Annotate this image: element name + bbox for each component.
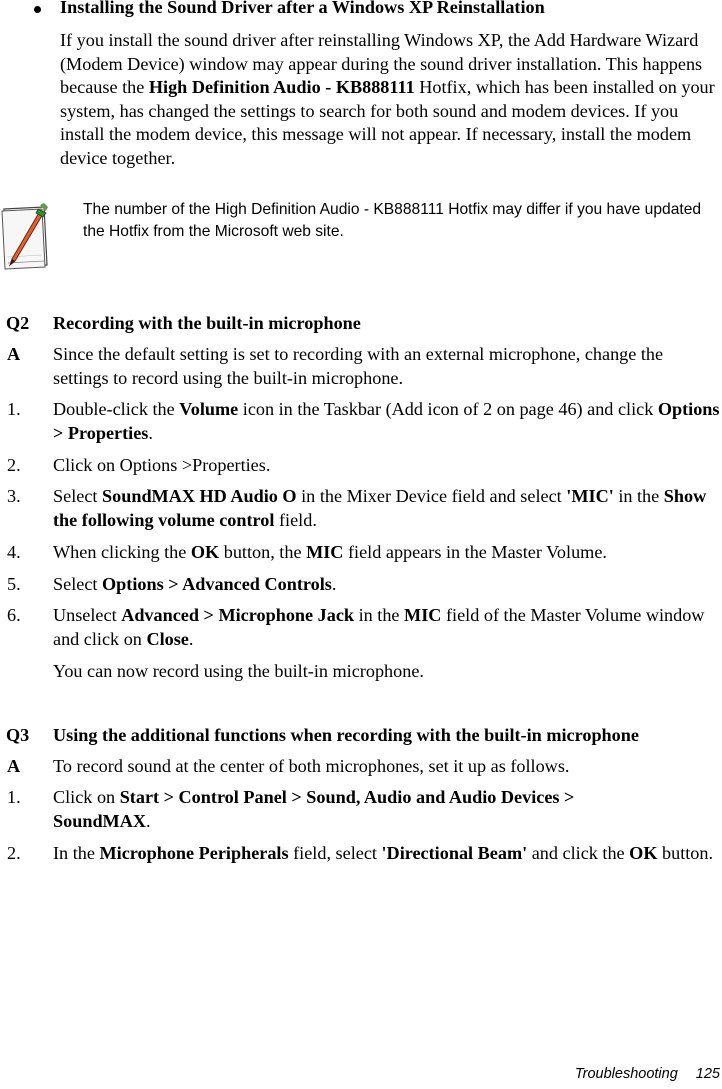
bullet-icon bbox=[34, 6, 41, 13]
step-text: Unselect Advanced > Microphone Jack in the MIC field of the Master Volume window and click on Close. bbox=[53, 605, 705, 649]
answer-text: Since the default setting is set to recording with an external microphone, change the settings to record using the built-in microphone. bbox=[53, 344, 664, 388]
step-text: Double-click the Volume icon in the Taskbar (Add icon of 2 on page 46) and click Options > Properties. bbox=[53, 399, 720, 443]
step-number: 3. bbox=[7, 486, 21, 506]
answer-text: To record sound at the center of both microphones, set it up as follows. bbox=[53, 756, 570, 776]
step-text: Select Options > Advanced Controls. bbox=[53, 574, 337, 594]
step-text: When clicking the OK button, the MIC field appears in the Master Volume. bbox=[53, 542, 607, 562]
question-title: Using the additional functions when recording with the built-in microphone bbox=[53, 725, 639, 745]
note-text: The number of the High Definition Audio - KB888111 Hotfix may differ if you have updated the Hotfix from the Microsoft web site. bbox=[83, 201, 702, 240]
step-number: 1. bbox=[7, 787, 21, 807]
step-text: Click on Options >Properties. bbox=[53, 455, 271, 475]
conclusion-text: You can now record using the built-in microphone. bbox=[53, 661, 424, 681]
page-footer bbox=[575, 1066, 720, 1082]
step-number: 2. bbox=[7, 455, 21, 475]
question-label: Q3 bbox=[6, 725, 30, 745]
answer-label: A bbox=[7, 756, 21, 776]
step-text: Click on Start > Control Panel > Sound, Audio and Audio Devices > SoundMAX. bbox=[53, 787, 575, 831]
step-number: 5. bbox=[7, 574, 21, 594]
answer-label: A bbox=[7, 344, 21, 364]
page-number: 125 bbox=[695, 1066, 720, 1082]
step-number: 4. bbox=[7, 542, 21, 562]
step-number: 2. bbox=[7, 843, 21, 863]
question-title: Recording with the built-in microphone bbox=[53, 313, 361, 333]
note-pen-icon bbox=[0, 203, 56, 273]
footer-section: Troubleshooting bbox=[574, 1066, 678, 1082]
question-label: Q2 bbox=[6, 313, 30, 333]
section-heading: Installing the Sound Driver after a Windows XP Reinstallation bbox=[60, 0, 545, 17]
step-text: Select SoundMAX HD Audio O in the Mixer Device field and select 'MIC' in the Show the following volume control field. bbox=[53, 486, 707, 530]
reinstall-paragraph: If you install the sound driver after reinstalling Windows XP, the Add Hardware Wizard (Modem Device) window may appear during the sound driver installation. This happens because the High Definition Audio - KB888111 Hotfix, which has been installed on your system, has changed the settings to search for both sound and modem devices. If you install the modem device, this message will not appear. If necessary, install the modem device together. bbox=[60, 30, 715, 168]
step-number: 1. bbox=[7, 399, 21, 419]
step-text: In the Microphone Peripherals field, select 'Directional Beam' and click the OK button. bbox=[53, 843, 714, 863]
step-number: 6. bbox=[7, 605, 21, 625]
